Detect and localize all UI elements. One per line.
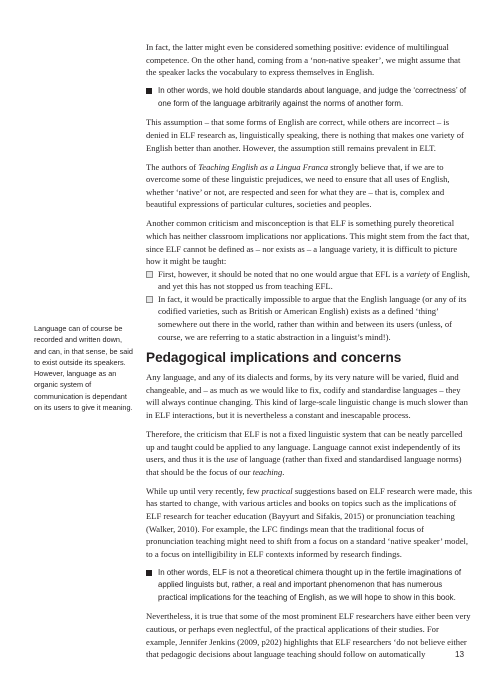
paragraph: Nevertheless, it is true that some of the most prominent ELF researchers have either been very cautious, or perhaps even neglectful, of the practical applications of their studies. For example, Jennifer Jenkins (2009, p202) highlights that ELF researchers ‘do not believe either that pedagogic decisions about language teaching should follow on automatically xyxy=(146,611,471,660)
key-point xyxy=(146,567,472,604)
key-point-text: In other words, ELF is not a theoretical chimera thought up in the fertile imaginations of applied linguists but, rather, a real and important phenomenon that has numerous practical implications for the teaching of English, as we will hope to show in this book. xyxy=(158,567,462,602)
key-point-text: In other words, we hold double standards about language, and judge the ‘correctness’ of one form of the language arbitrarily against the norms of another form. xyxy=(158,86,467,108)
page-number: 13 xyxy=(455,650,465,659)
section-heading: Pedagogical implications and concerns xyxy=(146,350,402,366)
square-bullet-icon xyxy=(146,570,152,576)
square-bullet-icon xyxy=(146,88,152,94)
paragraph: The authors of Teaching English as a Lingua Franca strongly believe that, if we are to overcome some of these linguistic prejudices, we need to ensure that all uses of English, whether ‘native’ or not, are respected and seen for what they are – that is, complex and beautiful expressions of particular cultures, societies and peoples. xyxy=(146,161,450,210)
paragraph: Therefore, the criticism that ELF is not a fixed linguistic system that can be neatly parcelled up and taught could be applied to any language. Language cannot exist independently of its users, and thus it is the use of language (rather than fixed and standardised language norms) that should be the focus of our teaching. xyxy=(146,429,463,477)
paragraph: While up until very recently, few practical suggestions based on ELF research were made, this has started to change, with various articles and books on topics such as the implications of ELF research for teacher education (Bayyurt and Sifakis, 2015) or pronunciation teaching (Walker, 2010). For example, the LFC findings mean that the traditional focus of pronunciation teaching might need to shift from a focus on a standard ‘native speaker’ model, to a focus on intelligibility in ELF contexts informed by research findings. xyxy=(146,485,472,559)
margin-note: Language can of course be recorded and written down, and can, in that sense, be said to exist outside its speakers. However, language as an organic system of communication is dependant on its users to give it meaning. xyxy=(34,324,133,413)
key-point xyxy=(146,85,472,110)
hollow-square-bullet-icon xyxy=(146,271,153,278)
main-text-column xyxy=(146,41,472,667)
hollow-square-bullet-icon xyxy=(146,296,153,303)
list-item: First, however, it should be noted that no one would argue that EFL is a variety of English, and yet this has not stopped us from teaching EFL. xyxy=(146,268,472,293)
bullet-list xyxy=(146,268,472,344)
paragraph: Another common criticism and misconception is that ELF is something purely theoretical which has neither classroom implications nor applications. This might stem from the fact that, since ELF cannot be defined as – nor exists as – a language variety, it is difficult to picture how it might be taught: xyxy=(146,218,470,267)
paragraph: In fact, the latter might even be considered something positive: evidence of multilingual competence. On the other hand, coming from a ‘non-native speaker’, we might assume that the speaker lacks the vocabulary to express themselves in English. xyxy=(146,42,461,78)
list-item: In fact, it would be practically impossible to argue that the English language (or any of its codified varieties, such as British or American English) exists as a defined ‘thing’ somewhere out there in the world, rather than within and between its users (unless, of course, we are referring to a static abstraction in a linguist’s mind!). xyxy=(146,293,472,343)
book-title: Teaching English as a Lingua Franca xyxy=(198,161,329,172)
paragraph: This assumption – that some forms of English are correct, while others are incorrect – is denied in ELF research as, linguistically speaking, there is nothing that makes one variety of English better than another. However, the assumption still remains prevalent in ELT. xyxy=(146,117,464,153)
paragraph: Any language, and any of its dialects and forms, by its very nature will be varied, fluid and changeable, and – as much as we would like to fix, codify and standardise languages – they will always continue changing. This kind of large-scale linguistic change is much slower than in ELF interactions, but it is nevertheless a constant and inescapable process. xyxy=(146,372,468,421)
